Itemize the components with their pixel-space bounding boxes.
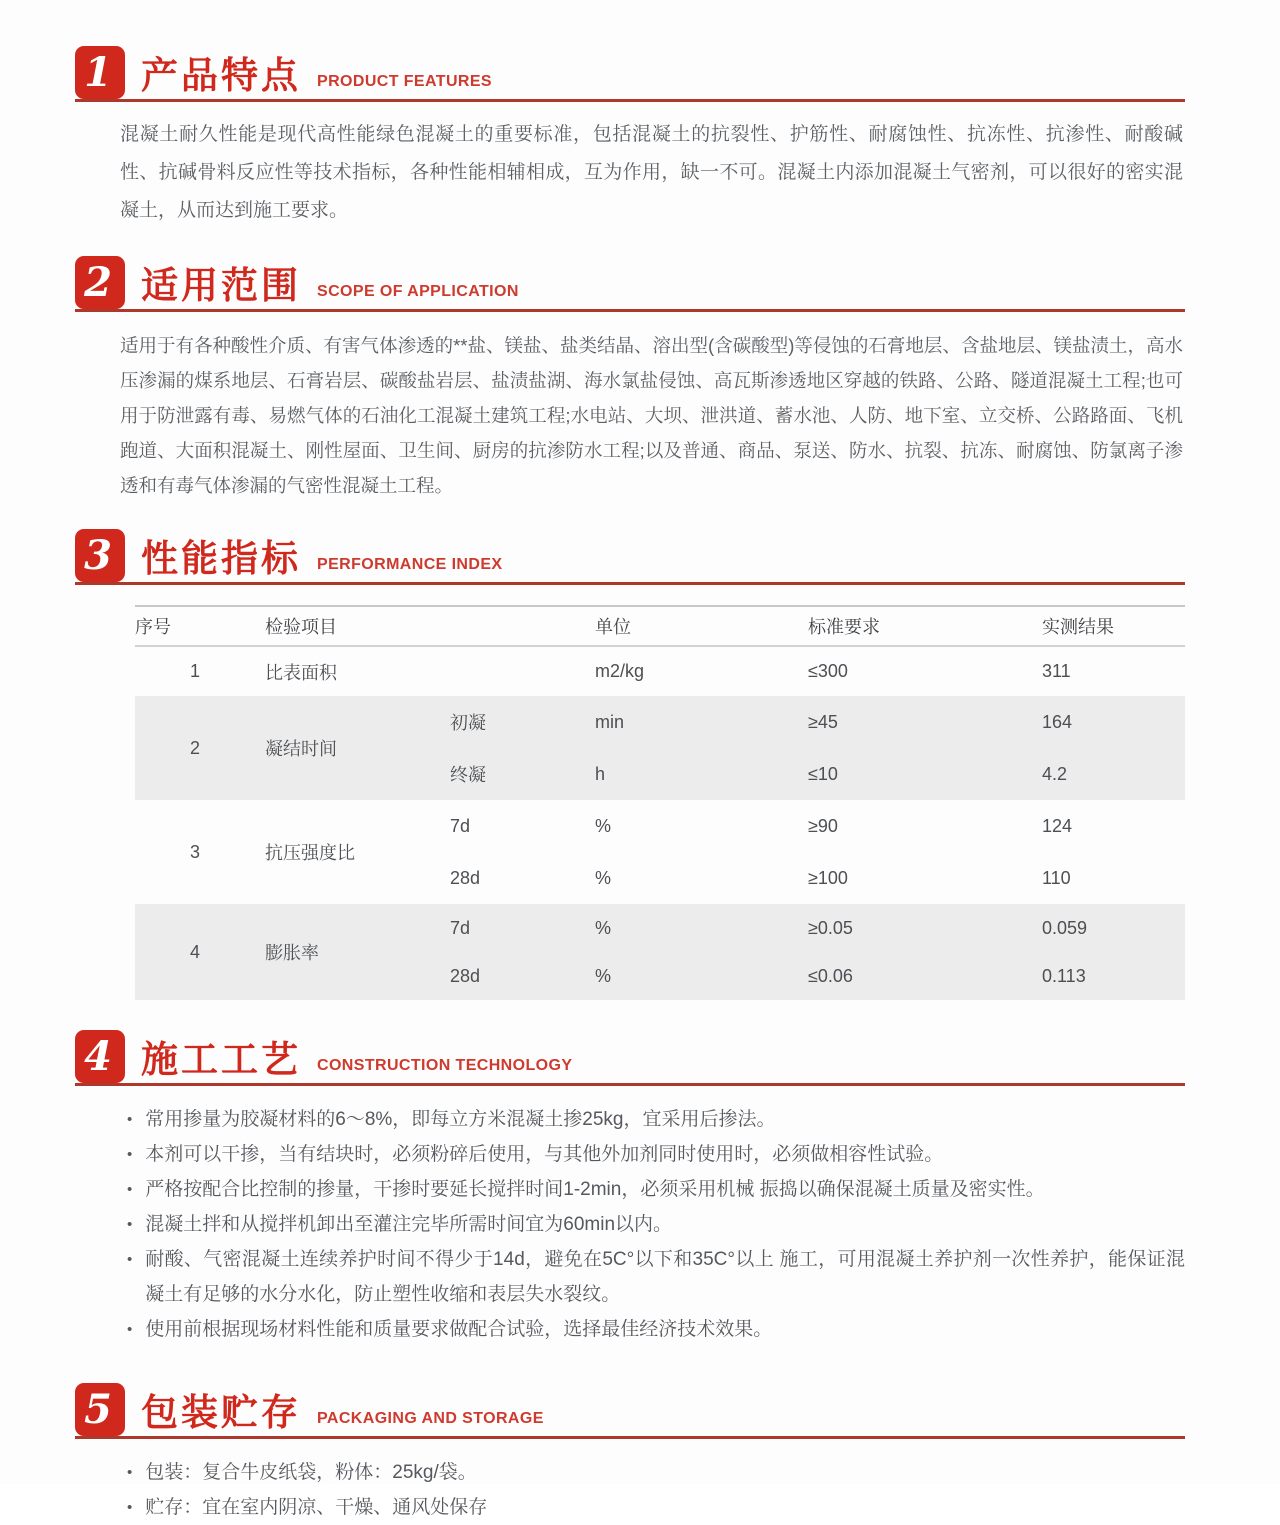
bullet-text: 包装：复合牛皮纸袋，粉体：25kg/袋。 [145,1462,477,1483]
cell-standard: ≥90 [808,815,838,836]
cell-result: 124 [1042,815,1073,836]
cell-standard: ≤10 [795,748,1030,800]
cell-no: 2 [135,696,255,800]
section-header [75,256,1185,312]
cell-sub: 7d [435,904,580,952]
col-header-result: 实测结果 [1042,617,1114,637]
cell-result: 0.059 [1030,904,1185,952]
cell-unit: % [595,867,612,888]
cell-sub: 终凝 [435,748,580,800]
section-product-features [75,46,1185,230]
cell-standard: ≤0.06 [795,952,1030,1000]
section-subtitle: PRODUCT FEATURES [317,73,492,90]
cell-item: 比表面积 [265,662,337,683]
bullet-text: 严格按配合比控制的掺量，干掺时要延长搅拌时间1-2min，必须采用机械 振捣以确保混凝土质量及密实性。 [145,1179,1045,1200]
section-title: 施工工艺 [141,1039,301,1080]
col-header-standard: 标准要求 [808,617,880,637]
section-header [75,1030,1185,1086]
table-row [135,696,1185,748]
list-item [127,1102,1185,1137]
section-packaging-storage [75,1383,1185,1525]
cell-standard: ≥0.05 [795,904,1030,952]
performance-table [135,605,1185,1000]
bullet-icon: • [127,1111,133,1128]
section-construction-technology [75,1030,1185,1347]
section-subtitle: PERFORMANCE INDEX [317,556,503,573]
cell-no: 3 [189,841,200,862]
bullet-text: 常用掺量为胶凝材料的6～8%，即每立方米混凝土掺25kg，宜采用后掺法。 [145,1109,776,1130]
cell-result: 4.2 [1030,748,1185,800]
cell-unit: % [580,952,795,1000]
section-number-badge: 2 [75,256,125,309]
cell-unit: m2/kg [595,661,645,681]
bullet-text: 贮存：宜在室内阴凉、干燥、通风处保存 [145,1497,488,1518]
list-item [127,1312,1185,1347]
cell-unit: % [580,904,795,952]
bullet-icon: • [127,1146,133,1163]
section-header [75,529,1185,585]
cell-result: 164 [1030,696,1185,748]
section-title: 产品特点 [141,55,301,96]
cell-unit: % [595,815,612,836]
cell-standard: ≥45 [795,696,1030,748]
section-scope-of-application [75,256,1185,503]
section-title: 包装贮存 [141,1392,301,1433]
bullet-icon: • [127,1216,133,1233]
cell-sub: 7d [450,815,471,836]
table-row [135,904,1185,952]
bullet-icon: • [127,1464,133,1481]
section-title: 适用范围 [141,265,301,306]
section-subtitle: PACKAGING AND STORAGE [317,1410,544,1427]
list-item [127,1242,1185,1312]
bullet-text: 本剂可以干掺，当有结块时，必须粉碎后使用，与其他外加剂同时使用时，必须做相容性试验。 [145,1144,944,1165]
section-header [75,1383,1185,1439]
col-header-item: 检验项目 [265,617,337,637]
packaging-bullet-list [127,1455,1185,1525]
col-header-unit: 单位 [595,617,631,637]
cell-no: 4 [135,904,255,1000]
cell-item: 膨胀率 [255,904,435,1000]
cell-result: 0.113 [1030,952,1185,1000]
cell-result: 311 [1042,661,1071,681]
table-row [135,646,1185,696]
cell-sub [435,646,580,696]
col-header-sub [435,606,580,646]
bullet-icon: • [127,1499,133,1516]
bullet-text: 混凝土拌和从搅拌机卸出至灌注完毕所需时间宜为60min以内。 [145,1214,673,1235]
construction-bullet-list [127,1102,1185,1347]
bullet-text: 耐酸、气密混凝土连续养护时间不得少于14d，避免在5C°以下和35C°以上 施工，可用混凝土养护剂一次性养护，能保证混凝土有足够的水分水化，防止塑性收缩和表层失水裂纹。 [145,1249,1185,1305]
cell-unit: h [580,748,795,800]
table-header-row [135,606,1185,646]
section-body-text: 适用于有各种酸性介质、有害气体渗透的**盐、镁盐、盐类结晶、溶出型(含碳酸型)等侵蚀的石膏地层、含盐地层、镁盐渍土，高水压渗漏的煤系地层、石膏岩层、碳酸盐岩层、盐渍盐湖、海水氯盐侵蚀、高瓦斯渗透地区穿越的铁路、公路、隧道混凝土工程;也可用于防泄露有毒、易燃气体的石油化工混凝土建筑工程;水电站、大坝、泄洪道、蓄水池、人防、地下室、立交桥、公路路面、飞机跑道、大面积混凝土、刚性屋面、卫生间、厨房的抗渗防水工程;以及普通、商品、泵送、防水、抗裂、抗冻、耐腐蚀、防氯离子渗透和有毒气体渗漏的气密性混凝土工程。 [120,335,1183,496]
section-number-badge: 1 [75,46,125,99]
section-number-badge: 4 [75,1030,125,1083]
bullet-icon: • [127,1321,133,1338]
section-subtitle: SCOPE OF APPLICATION [317,283,519,300]
list-item [127,1137,1185,1172]
cell-result: 110 [1042,867,1071,888]
section-subtitle: CONSTRUCTION TECHNOLOGY [317,1057,573,1074]
table-row [135,800,1185,852]
section-body-text: 混凝土耐久性能是现代高性能绿色混凝土的重要标准，包括混凝土的抗裂性、护筋性、耐腐蚀性、抗冻性、抗渗性、耐酸碱性、抗碱骨料反应性等技术指标，各种性能相辅相成，互为作用，缺一不可。混凝土内添加混凝土气密剂，可以很好的密实混凝土，从而达到施工要求。 [120,124,1183,221]
cell-item: 抗压强度比 [265,843,355,863]
list-item [127,1455,1185,1490]
section-number-badge: 3 [75,529,125,582]
cell-unit: min [580,696,795,748]
section-title: 性能指标 [141,538,301,579]
cell-standard: ≤300 [808,661,848,681]
section-number-badge: 5 [75,1383,125,1436]
section-header [75,46,1185,102]
cell-sub: 初凝 [435,696,580,748]
cell-no: 1 [189,661,200,681]
section-performance-index [75,529,1185,1000]
bullet-icon: • [127,1181,133,1198]
cell-sub: 28d [450,867,481,888]
cell-standard: ≥100 [808,867,848,888]
cell-sub: 28d [435,952,580,1000]
list-item [127,1490,1185,1525]
cell-item: 凝结时间 [255,696,435,800]
list-item [127,1172,1185,1207]
list-item [127,1207,1185,1242]
bullet-text: 使用前根据现场材料性能和质量要求做配合试验，选择最佳经济技术效果。 [145,1319,773,1340]
bullet-icon: • [127,1251,133,1268]
col-header-no: 序号 [135,617,171,637]
